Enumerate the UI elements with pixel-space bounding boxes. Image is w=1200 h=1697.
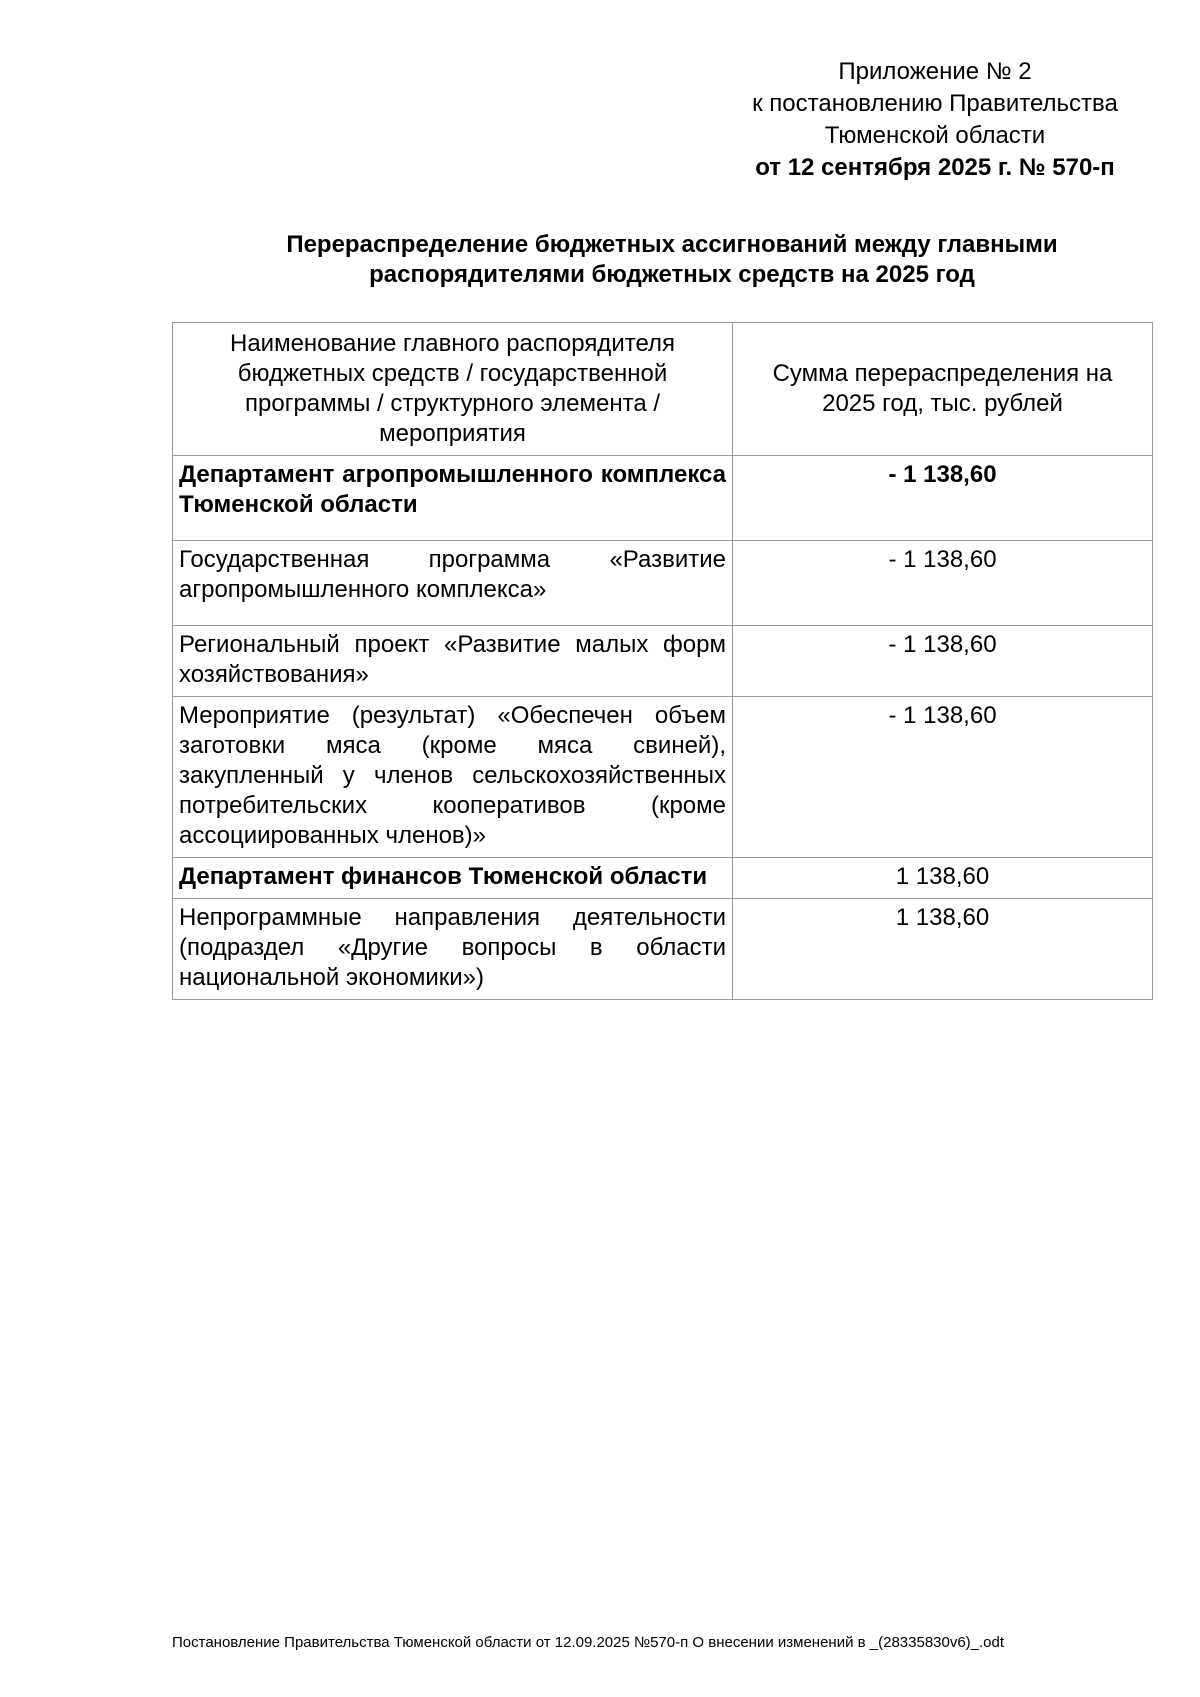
- row-amount: 1 138,60: [733, 899, 1153, 1000]
- table-header-row: [173, 323, 1153, 456]
- table-row: [173, 697, 1153, 858]
- appendix-number: Приложение № 2: [838, 58, 1032, 85]
- appendix-region: Тюменской области: [824, 122, 1046, 149]
- row-amount: - 1 138,60: [733, 541, 1153, 626]
- row-amount: - 1 138,60: [733, 697, 1153, 858]
- document-footer: Постановление Правительства Тюменской области от 12.09.2025 №570-п О внесении изменений в _(28335830v6)_.odt: [172, 1634, 1005, 1651]
- row-amount: 1 138,60: [733, 858, 1153, 899]
- document-title: [172, 230, 1172, 290]
- row-name: Непрограммные направления деятельности (подраздел «Другие вопросы в области национальной экономики»): [173, 899, 733, 1000]
- table-row: [173, 626, 1153, 697]
- appendix-header: [700, 56, 1170, 184]
- header-amount-column: Сумма перераспределения на 2025 год, тыс. рублей: [733, 323, 1153, 456]
- row-name: Региональный проект «Развитие малых форм хозяйствования»: [173, 626, 733, 697]
- appendix-date-number: от 12 сентября 2025 г. № 570-п: [755, 154, 1115, 181]
- document-title-line-2: распорядителями бюджетных средств на 2025 год: [369, 261, 975, 288]
- table-row: [173, 456, 1153, 541]
- document-title-line-1: Перераспределение бюджетных ассигнований между главными: [286, 231, 1058, 258]
- table-row: [173, 541, 1153, 626]
- allocation-table: [172, 322, 1153, 1000]
- row-amount: - 1 138,60: [733, 626, 1153, 697]
- table-row: [173, 899, 1153, 1000]
- header-name-column: Наименование главного распорядителя бюджетных средств / государственной программы / структурного элемента / мероприятия: [173, 323, 733, 456]
- table-row: [173, 858, 1153, 899]
- row-name: Государственная программа «Развитие агропромышленного комплекса»: [173, 541, 733, 626]
- row-amount: - 1 138,60: [733, 456, 1153, 541]
- row-name: Мероприятие (результат) «Обеспечен объем заготовки мяса (кроме мяса свиней), закупленный у членов сельскохозяйственных потребительских кооперативов (кроме ассоциированных членов)»: [173, 697, 733, 858]
- row-name: Департамент финансов Тюменской области: [173, 858, 733, 899]
- appendix-reference: к постановлению Правительства: [752, 90, 1118, 117]
- row-name: Департамент агропромышленного комплекса Тюменской области: [173, 456, 733, 541]
